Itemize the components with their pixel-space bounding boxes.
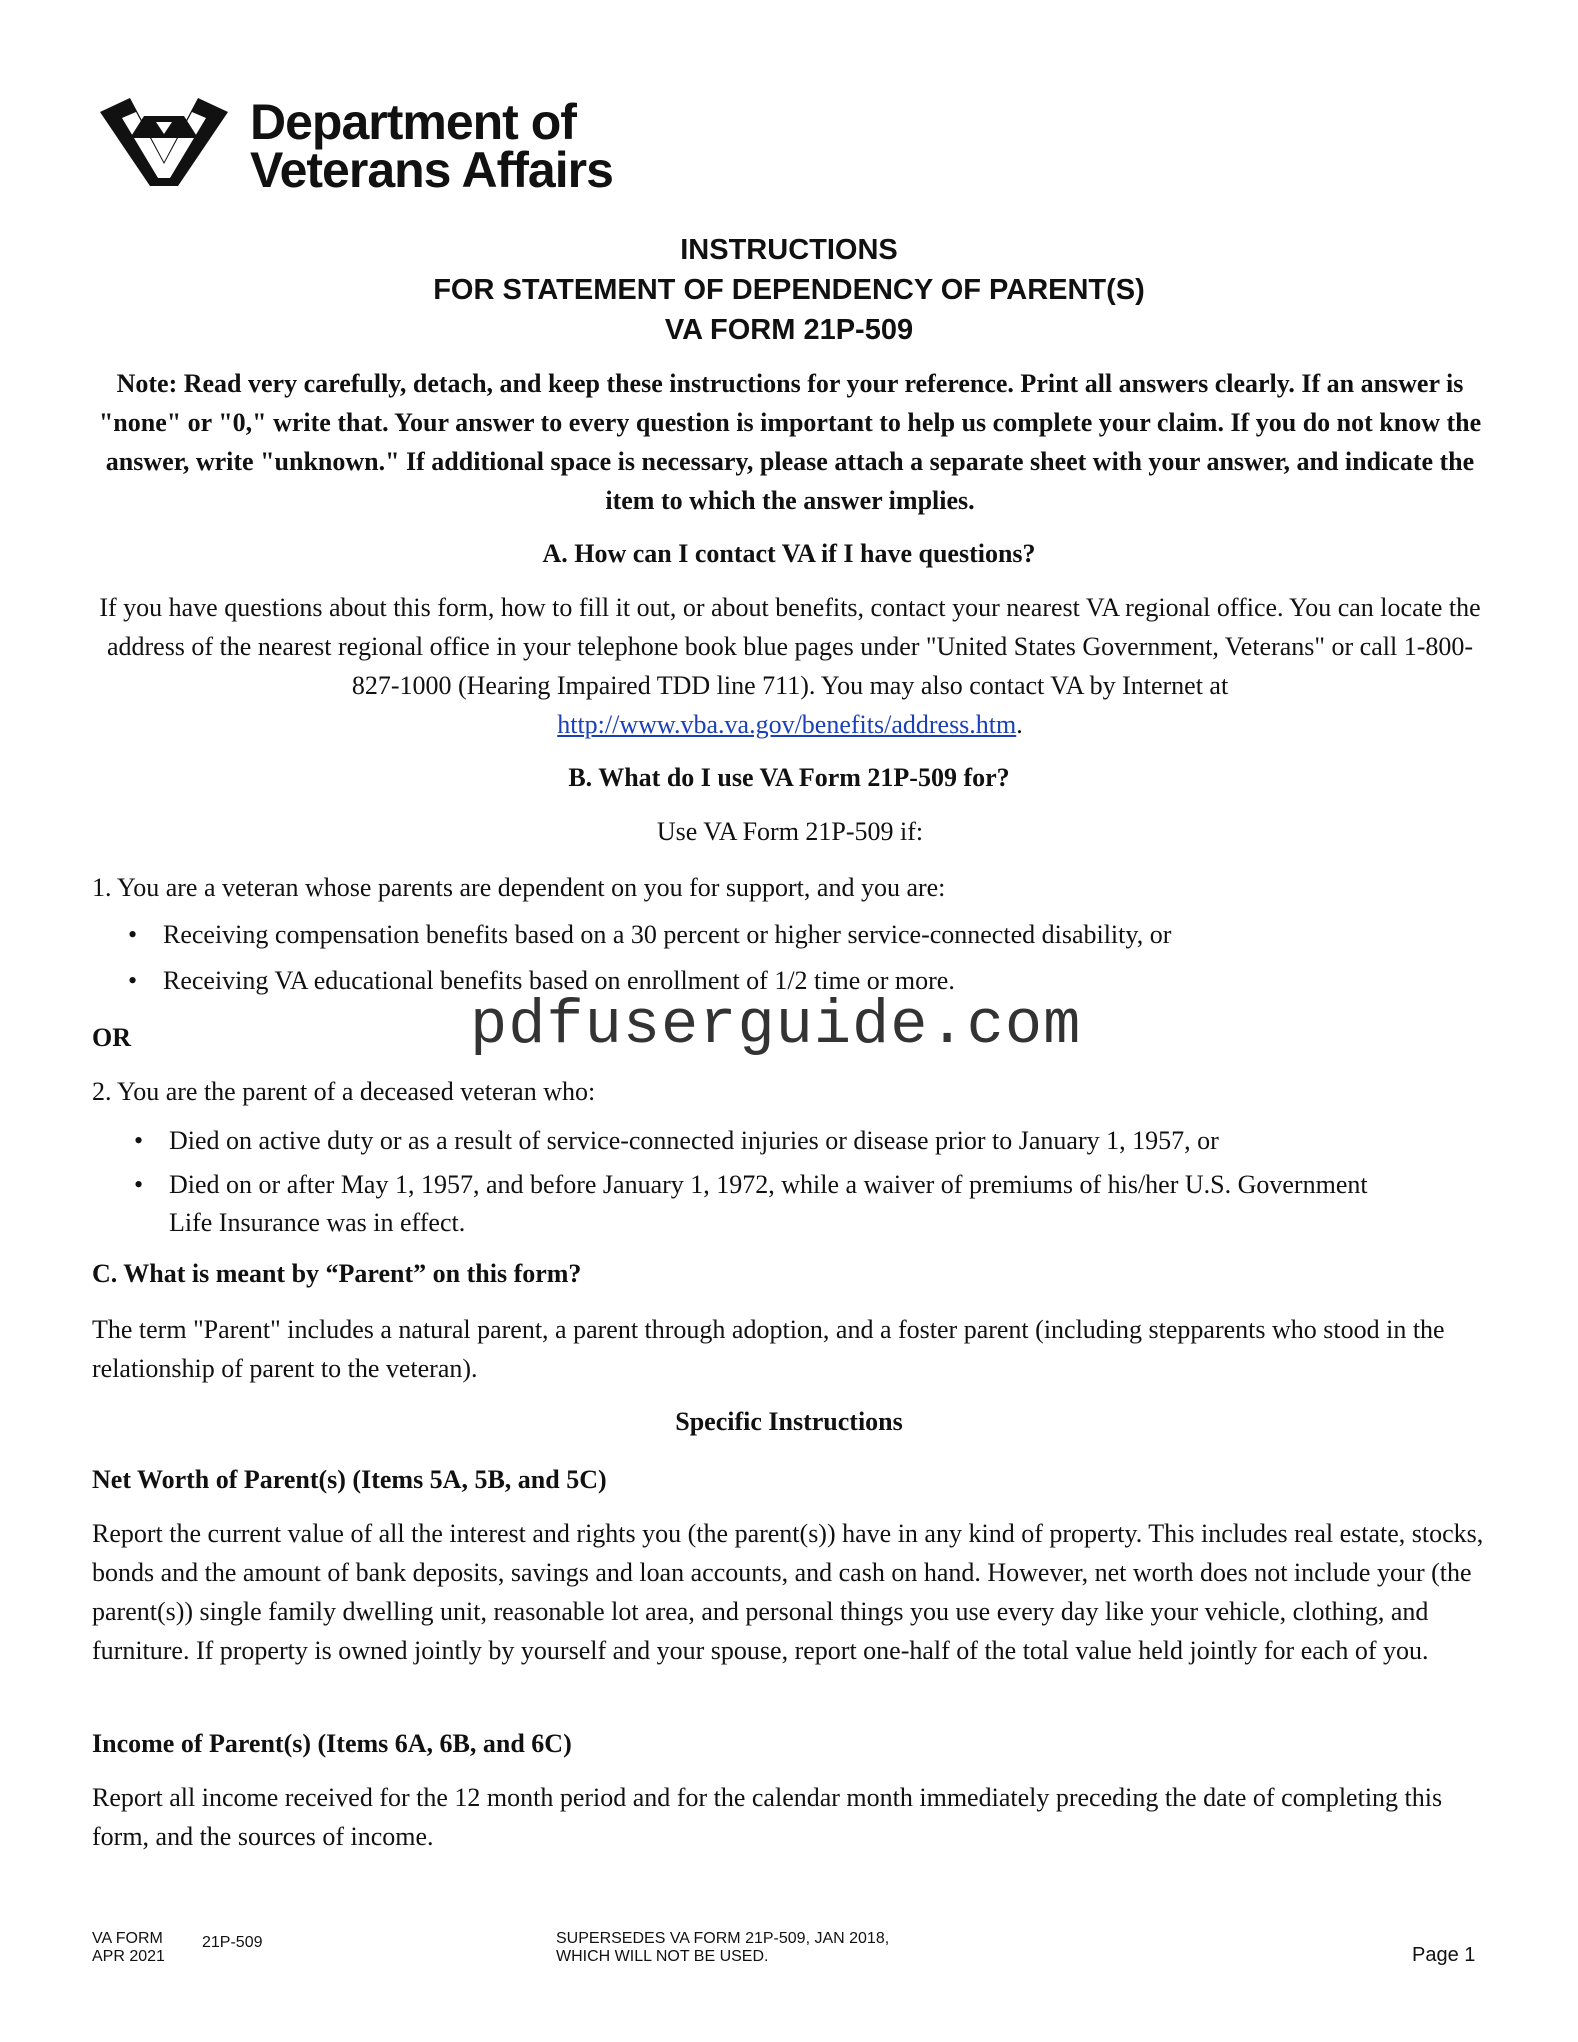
bullet-text: Receiving VA educational benefits based on enrollment of 1/2 time or more. (163, 966, 955, 995)
footer-form-label (92, 1930, 165, 1966)
bullet-icon: • (134, 1170, 144, 1199)
title-line-2: FOR STATEMENT OF DEPENDENCY OF PARENT(S) (433, 274, 1145, 306)
va-emblem-icon (100, 98, 228, 186)
agency-name (250, 94, 613, 198)
agency-line-2: Veterans Affairs (250, 142, 613, 198)
bullet-icon: • (128, 966, 138, 995)
specific-instructions-heading: Specific Instructions (675, 1407, 903, 1436)
footer-supersedes (556, 1930, 889, 1966)
income-body: Report all income received for the 12 month period and for the calendar month immediately preceding the date of completing this form, and the sources of income. (92, 1783, 1443, 1851)
watermark: pdfuserguide.com (470, 990, 1082, 1061)
bullet-text: Receiving compensation benefits based on a 30 percent or higher service-connected disability, or (163, 920, 1172, 949)
title-line-1: INSTRUCTIONS (680, 234, 898, 266)
or-label: OR (92, 1023, 131, 1052)
address-link[interactable]: http://www.vba.va.gov/benefits/address.htm (557, 710, 1017, 739)
link-suffix: . (1016, 710, 1023, 739)
section-b-heading: B. What do I use VA Form 21P-509 for? (568, 763, 1010, 792)
form-title (0, 230, 1578, 350)
agency-line-1: Department of (250, 94, 576, 150)
section-a-text: If you have questions about this form, how to fill it out, or about benefits, contact your nearest VA regional office. You can locate the address of the nearest regional office in your telephone book blue pages under "United States Government, Veterans" or call 1-800-827-1000 (Hearing Impaired TDD line 711). You may also contact VA by Internet at (99, 593, 1481, 700)
section-b-item-1: 1. You are a veteran whose parents are dependent on you for support, and you are: (92, 873, 946, 902)
page-number: Page 1 (1412, 1944, 1476, 1966)
bullet-text: Died on or after May 1, 1957, and before January 1, 1972, while a waiver of premiums of his/her U.S. Government Life Insurance was in effect. (169, 1170, 1368, 1237)
supersedes-line-2: WHICH WILL NOT BE USED. (556, 1948, 769, 1965)
section-b-intro: Use VA Form 21P-509 if: (656, 817, 924, 846)
section-c-body: The term "Parent" includes a natural parent, a parent through adoption, and a foster parent (including stepparents who stood in the relationship of parent to the veteran). (92, 1315, 1445, 1383)
footer-form-date: APR 2021 (92, 1948, 165, 1965)
section-b-item-2: 2. You are the parent of a deceased veteran who: (92, 1077, 596, 1106)
net-worth-heading: Net Worth of Parent(s) (Items 5A, 5B, and 5C) (92, 1465, 607, 1494)
section-c-heading: C. What is meant by “Parent” on this form? (92, 1259, 582, 1288)
title-line-3: VA FORM 21P-509 (664, 314, 914, 346)
net-worth-body: Report the current value of all the interest and rights you (the parent(s)) have in any kind of property. This includes real estate, stocks, bonds and the amount of bank deposits, savings and loan accounts, and cash on hand. However, net worth does not include your (the parent(s)) single family dwelling unit, reasonable lot area, and personal things you use every day like your vehicle, clothing, and furniture. If property is owned jointly by yourself and your spouse, report one-half of the total value held jointly for each of you. (92, 1519, 1484, 1665)
income-heading: Income of Parent(s) (Items 6A, 6B, and 6C) (92, 1729, 572, 1758)
bullet-text: Died on active duty or as a result of service-connected injuries or disease prior to January 1, 1957, or (169, 1126, 1219, 1155)
footer-va-form: VA FORM (92, 1930, 163, 1947)
bullet-icon: • (128, 920, 138, 949)
va-logo (100, 94, 660, 198)
section-a-heading: A. How can I contact VA if I have questions? (542, 539, 1036, 568)
section-a-body (95, 588, 1485, 744)
instructions-note: Note: Read very carefully, detach, and keep these instructions for your reference. Print all answers clearly. If an answer is "none" or "0," write that. Your answer to every question is important to help us complete your claim. If you do not know the answer, write "unknown." If additional space is necessary, please attach a separate sheet with your answer, and indicate the item to which the answer implies. (98, 369, 1482, 515)
supersedes-line-1: SUPERSEDES VA FORM 21P-509, JAN 2018, (556, 1930, 890, 1947)
footer-form-number: 21P-509 (202, 1934, 263, 1951)
bullet-icon: • (134, 1126, 144, 1155)
